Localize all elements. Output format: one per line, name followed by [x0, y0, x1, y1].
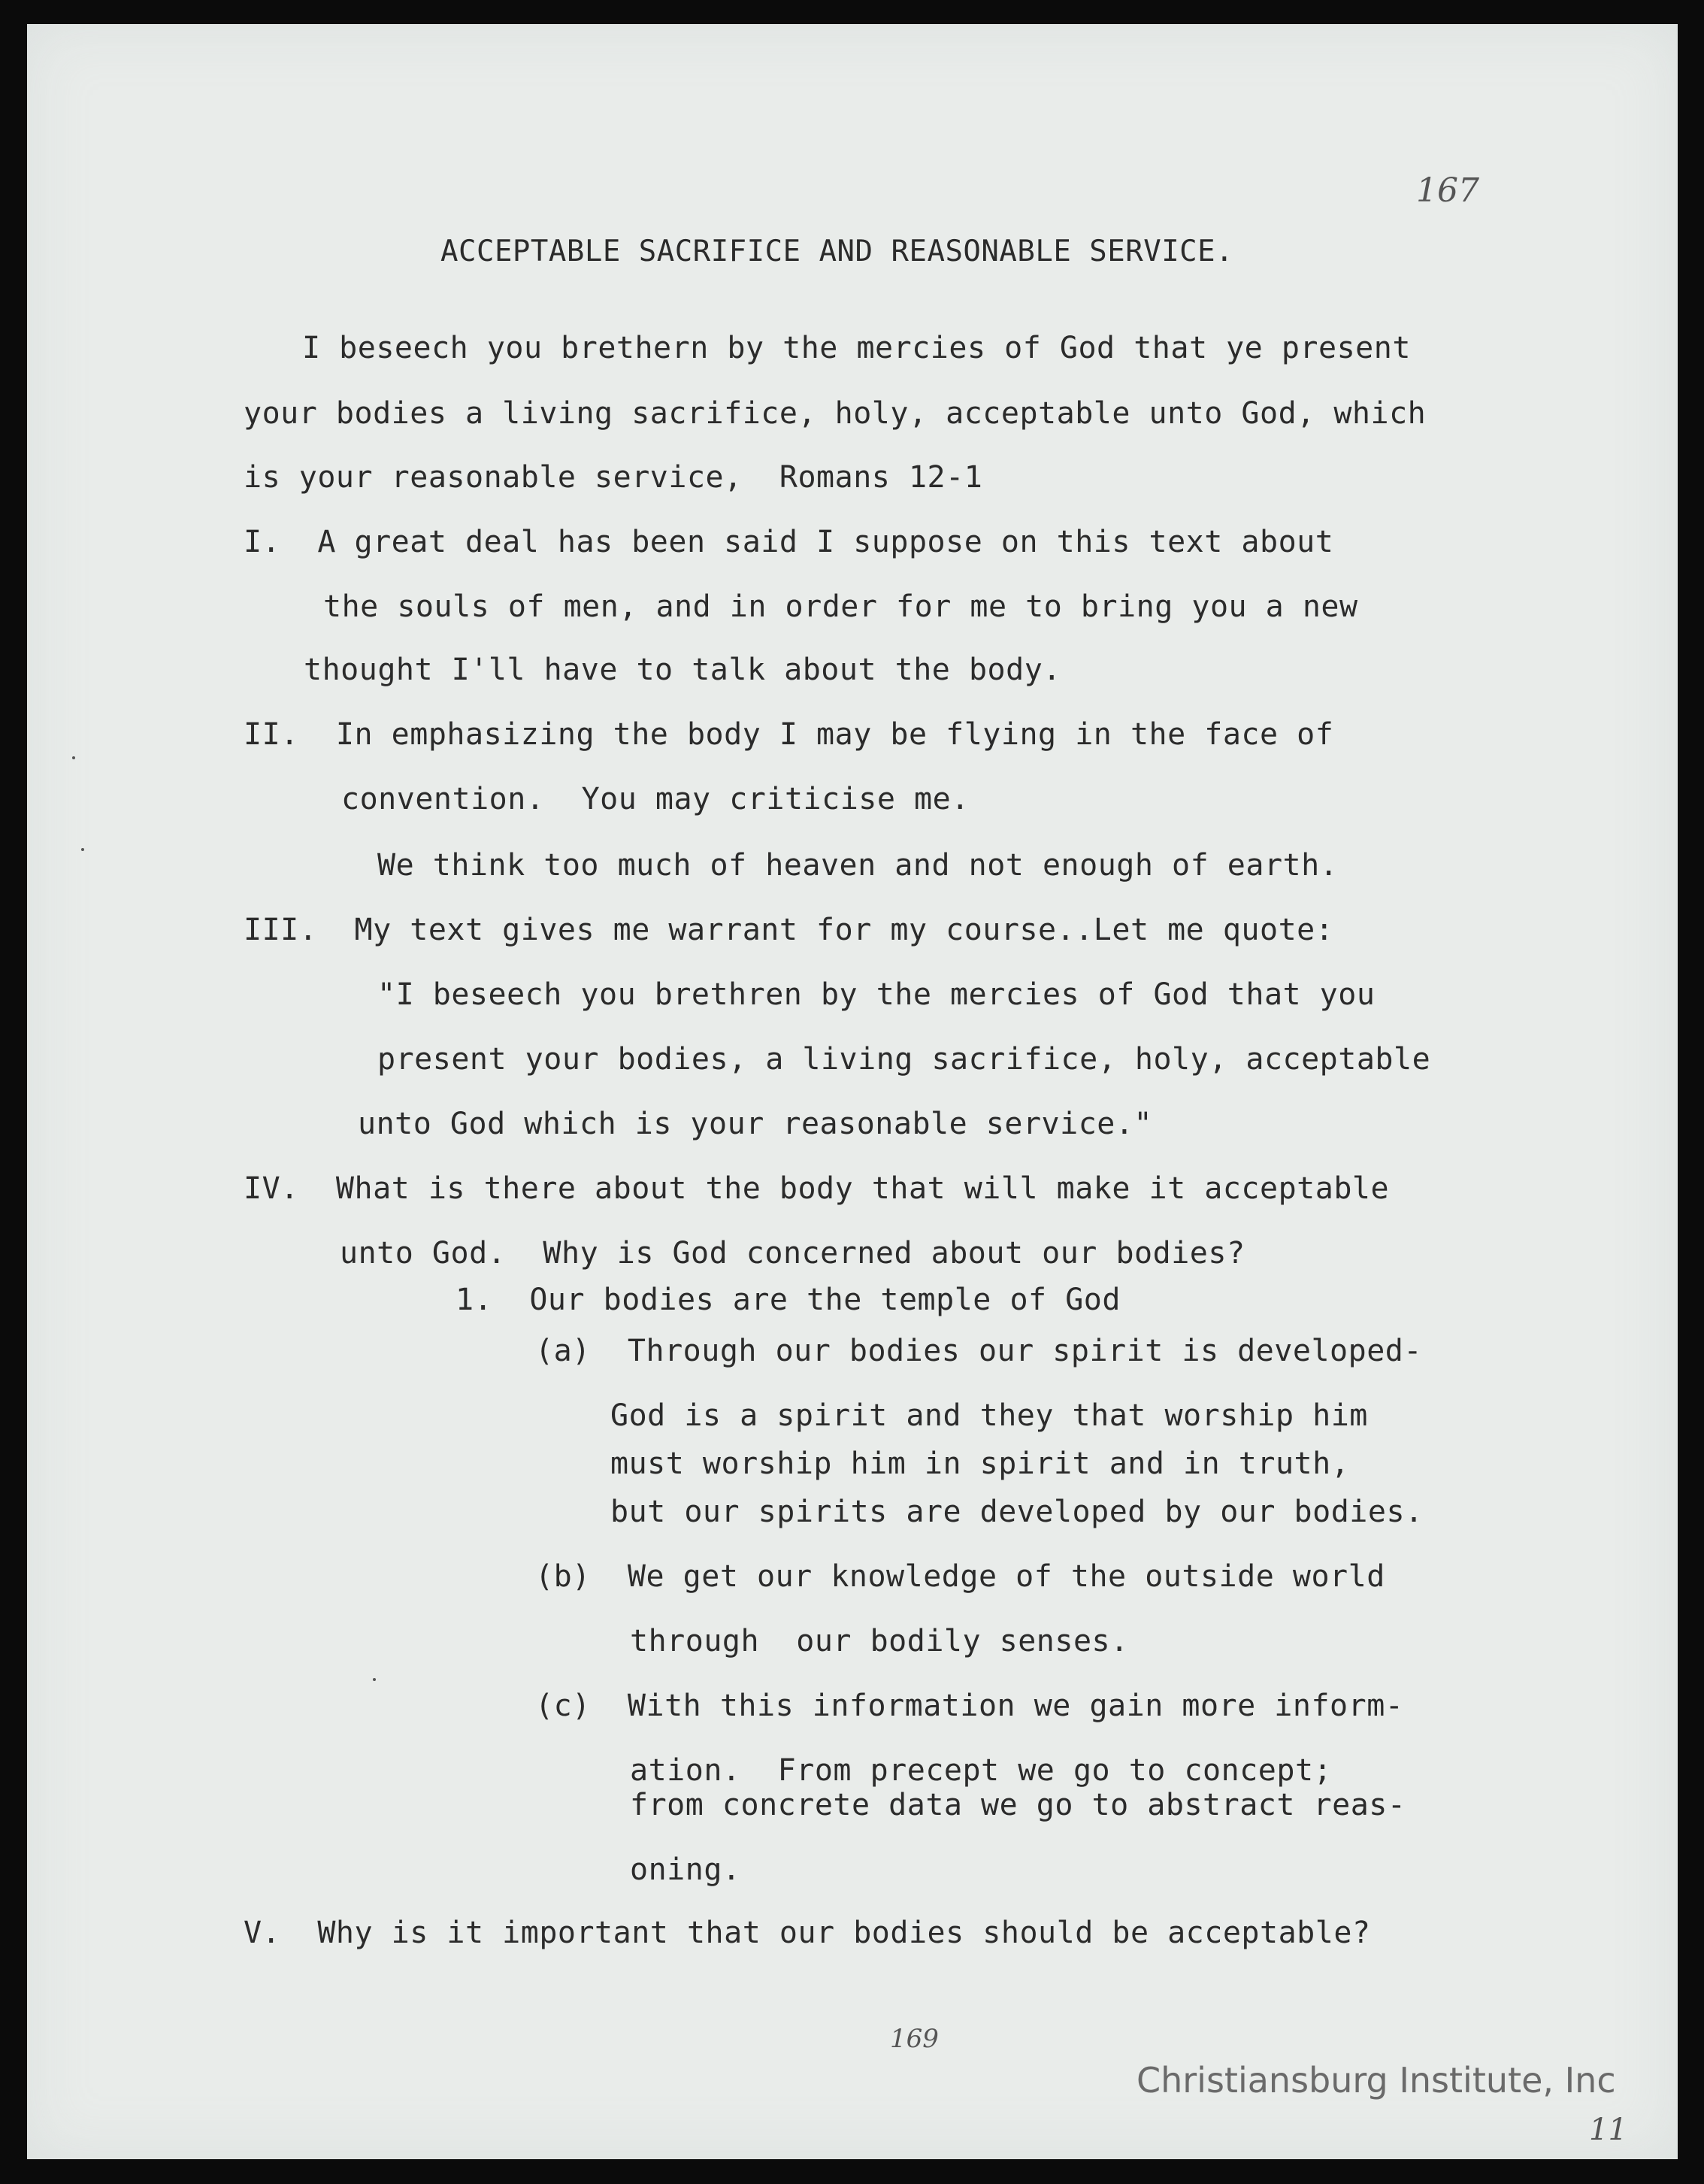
section-4-item-1: 1. Our bodies are the temple of God [456, 1283, 1121, 1317]
section-2-line-1: II. In emphasizing the body I may be flying in the face of [244, 717, 1334, 752]
item-a-line-4: but our spirits are developed by our bodies. [610, 1495, 1424, 1529]
item-b-line-2: through our bodily senses. [630, 1624, 1129, 1658]
document-title: ACCEPTABLE SACRIFICE AND REASONABLE SERVICE. [440, 235, 1234, 268]
section-2-line-3: We think too much of heaven and not enough of earth. [377, 848, 1339, 883]
watermark-text: Christiansburg Institute, Inc [1137, 2060, 1616, 2101]
speck [373, 1678, 376, 1681]
section-1-line-1: I. A great deal has been said I suppose on this text about [244, 525, 1334, 559]
section-3-line-3: present your bodies, a living sacrifice, holy, acceptable [377, 1042, 1431, 1077]
item-c-line-3: from concrete data we go to abstract reas- [630, 1788, 1406, 1822]
item-b-line-1: (b) We get our knowledge of the outside world [535, 1559, 1385, 1594]
speck [72, 756, 75, 759]
section-4-line-2: unto God. Why is God concerned about our bodies? [340, 1236, 1245, 1271]
section-2-line-2: convention. You may criticise me. [341, 782, 970, 816]
item-c-line-2: ation. From precept we go to concept; [630, 1753, 1333, 1788]
corner-number: 11 [1589, 2113, 1627, 2147]
section-4-line-1: IV. What is there about the body that will make it acceptable [244, 1171, 1390, 1206]
intro-line-3: is your reasonable service, Romans 12-1 [244, 460, 983, 495]
section-3-line-2: "I beseech you brethren by the mercies of God that you [377, 977, 1376, 1012]
section-3-line-1: III. My text gives me warrant for my course..Let me quote: [244, 913, 1334, 947]
page-number-bottom: 169 [890, 2024, 939, 2054]
section-1-line-3: thought I'll have to talk about the body. [304, 653, 1061, 687]
item-c-line-4: oning. [630, 1852, 741, 1887]
document-page [27, 24, 1678, 2159]
intro-line-2: your bodies a living sacrifice, holy, acceptable unto God, which [244, 396, 1427, 431]
item-a-line-3: must worship him in spirit and in truth, [610, 1446, 1350, 1481]
item-c-line-1: (c) With this information we gain more inform- [535, 1689, 1404, 1723]
page-number-top: 167 [1416, 171, 1479, 210]
speck [81, 848, 84, 851]
section-5-line-1: V. Why is it important that our bodies should be acceptable? [244, 1916, 1371, 1950]
section-3-line-4: unto God which is your reasonable service." [358, 1107, 1153, 1141]
item-a-line-2: God is a spirit and they that worship him [610, 1398, 1368, 1433]
document-body [27, 24, 1678, 2159]
intro-line-1: I beseech you brethern by the mercies of God that ye present [302, 331, 1411, 365]
item-a-line-1: (a) Through our bodies our spirit is developed- [535, 1334, 1422, 1368]
section-1-line-2: the souls of men, and in order for me to bring you a new [323, 589, 1358, 624]
